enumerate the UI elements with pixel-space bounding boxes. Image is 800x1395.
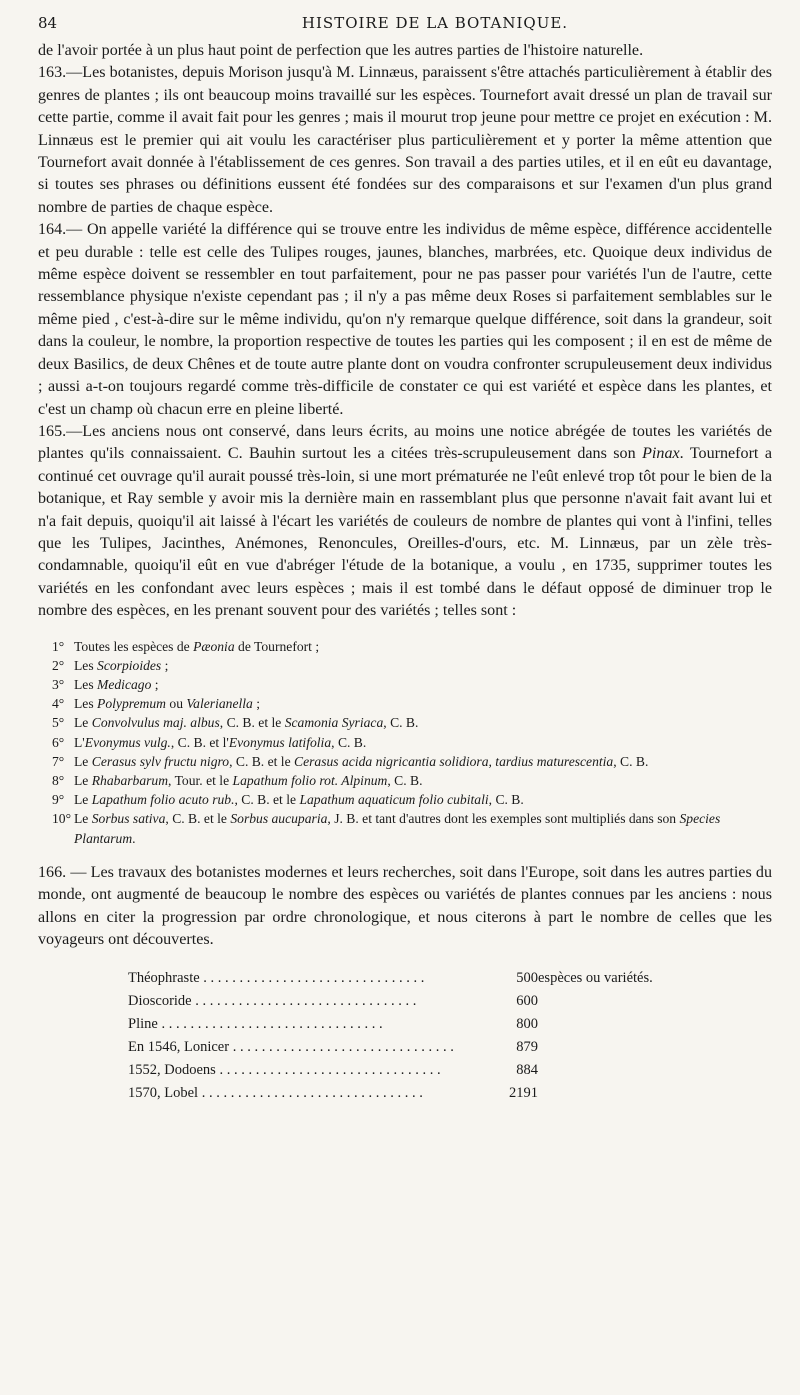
list-number: 10° — [52, 811, 72, 827]
list-text-b: , C. B. et le — [229, 753, 295, 769]
paragraph-165-part-a: 165.—Les anciens nous ont conservé, dans leurs écrits, au moins une notice abrégée de toutes les variétés de plantes qu'ils connaissaient. C. Bauhin surtout les a citées très-scrupuleusement dans son — [38, 422, 772, 463]
list-text-b: ou — [166, 696, 187, 712]
author-name: En 1546, Lonicer — [128, 1039, 230, 1056]
running-head: HISTOIRE DE LA BOTANIQUE. — [301, 14, 569, 32]
author-name: Dioscoride — [128, 993, 192, 1010]
list-text — [74, 790, 772, 809]
list-text-a: Les — [74, 676, 98, 692]
list-text-b: de Tournefort ; — [234, 638, 320, 654]
list-text — [74, 809, 772, 847]
list-number: 5° — [52, 715, 65, 731]
leader-dots — [200, 970, 425, 986]
count-unit — [538, 1059, 653, 1082]
list-text — [74, 637, 772, 656]
list-text-d: . — [132, 830, 136, 846]
table-row — [128, 990, 653, 1013]
list-latin-name: Rhabarbarum — [91, 772, 169, 788]
list-text — [74, 675, 772, 694]
list-text-c: , C. B. — [613, 753, 649, 769]
leader-dots — [198, 1085, 423, 1101]
list-item — [52, 694, 772, 713]
list-item — [52, 637, 772, 656]
list-text-c: , C. B. — [383, 715, 419, 731]
list-latin-name: Evonymus vulg. — [84, 734, 171, 750]
author-name: 1552, Dodoens — [128, 1062, 216, 1079]
paragraph-164: 164.— On appelle variété la différence qui se trouve entre les individus de même espèce, différence accidentelle et peu durable : telle est celle des Tulipes rouges, jaunes, blanches, marbrées, etc. Quoique deux individus de même espèce doivent se ressembler en tout parfaitement, pour ne pas passer pour variétés l'un de l'autre, cette ressemblance physique n'existe cependant pas ; il n'y a pas même deux Roses si parfaitement semblables sur le même pied , c'est-à-dire sur le même individu, qu'on n'y remarque quelque différence, soit dans la grandeur, soit dans la couleur, le nombre, la proportion respective de toutes les parties qui les composent ; il en est de même de deux Basilics, de deux Chênes et de toute autre plante dont on voudra confronter scrupuleusement deux individus ; aussi a-t-on toujours regardé comme très-difficile de constater ce qui est variété et espèce dans les plantes, et c'est un champ où chacun erre en pleine liberté. — [38, 221, 772, 418]
paragraph-165 — [38, 421, 772, 623]
list-text — [74, 694, 772, 713]
list-latin-name: Lapathum folio acuto rub. — [91, 792, 235, 808]
list-number: 2° — [52, 657, 65, 673]
author-cell — [128, 1082, 498, 1105]
author-name: Pline — [128, 1016, 158, 1033]
leader-dots — [229, 1039, 454, 1055]
list-latin-name-2: Lapathum folio rot. Alpinum — [232, 772, 388, 788]
author-cell — [128, 990, 498, 1013]
variety-list — [52, 637, 772, 848]
species-count: 879 — [516, 1039, 538, 1056]
list-item — [52, 713, 772, 732]
list-number: 4° — [52, 696, 65, 712]
list-text-b: , C. B. et le — [219, 715, 285, 731]
species-count: 500 — [516, 970, 538, 987]
table-row — [128, 1013, 653, 1036]
table-row — [128, 1059, 653, 1082]
list-item — [52, 733, 772, 752]
list-text-b: ; — [161, 657, 169, 673]
author-cell — [128, 1013, 498, 1036]
list-latin-name-2: Cerasus acida nigricantia solidiora, tardius maturescentia — [294, 753, 614, 769]
list-text-b: , C. B. et l' — [170, 734, 229, 750]
list-text — [74, 713, 772, 732]
list-latin-name-3: Species Plantarum — [74, 811, 721, 846]
species-count: 884 — [516, 1062, 538, 1079]
list-text-b: , C. B. et le — [165, 811, 231, 827]
count-unit — [538, 990, 653, 1013]
list-text-a: L' — [74, 734, 85, 750]
list-number: 3° — [52, 676, 65, 692]
list-text-c: , C. B. — [331, 734, 367, 750]
list-text-a: Les — [74, 696, 98, 712]
list-number: 8° — [52, 772, 65, 788]
list-text-b: , C. B. et le — [234, 792, 300, 808]
list-number: 7° — [52, 753, 65, 769]
author-cell — [128, 967, 498, 990]
body-text — [38, 40, 772, 623]
species-count: 2191 — [509, 1085, 538, 1102]
table-row — [128, 967, 653, 990]
list-text-b: , Tour. et le — [168, 772, 233, 788]
list-number: 9° — [52, 792, 65, 808]
author-name: 1570, Lobel — [128, 1085, 199, 1102]
count-unit — [538, 1036, 653, 1059]
list-text-a: Les — [74, 657, 98, 673]
list-latin-name-2: Valerianella — [186, 696, 253, 712]
page-number: 84 — [38, 14, 58, 32]
list-latin-name: Pæonia — [193, 638, 235, 654]
list-text-c: , J. B. et tant d'autres dont les exemples sont multipliés dans son — [327, 811, 680, 827]
list-text-a: Le — [74, 753, 92, 769]
list-latin-name-2: Sorbus aucuparia — [230, 811, 328, 827]
list-text — [74, 771, 772, 790]
list-item — [52, 771, 772, 790]
list-text-c: , C. B. — [387, 772, 423, 788]
list-item — [52, 809, 772, 847]
list-text — [74, 752, 772, 771]
list-latin-name: Cerasus sylv fructu nigro — [91, 753, 230, 769]
list-text-a: Le — [74, 792, 92, 808]
list-item — [52, 752, 772, 771]
body-text-2 — [38, 862, 772, 952]
list-text-a: Toutes les espèces de — [74, 638, 194, 654]
species-count: 600 — [516, 993, 538, 1010]
leader-dots — [216, 1062, 441, 1078]
list-latin-name: Convolvulus maj. albus — [91, 715, 220, 731]
count-unit — [538, 1082, 653, 1105]
list-latin-name: Sorbus sativa — [91, 811, 166, 827]
author-cell — [128, 1059, 498, 1082]
list-latin-name-2: Scamonia Syriaca — [284, 715, 384, 731]
list-text-a: Le — [74, 772, 92, 788]
paragraph-165-part-b: . Tournefort a continué cet ouvrage qu'il aurait poussé très-loin, si une mort prématurée ne l'eût enlevé trop tôt pour le bien de la botanique, et Ray semble y avoir mis la dernière main en rassemblant plus que personne n'avait fait avant lui et n'a fait depuis, quoiqu'il ait laissé à l'écart les variétés de couleurs de nombre de plantes qui vont à l'infini, telles que les Tulipes, Jacinthes, Anémones, Renoncules, Oreilles-d'ours, etc. M. Linnæus, par un zèle très-condamnable, quoiqu'il eût en vue d'abréger l'étude de la botanique, a voulu , en 1735, supprimer toutes les variétés en les confondant avec leurs espèces ; mais il est tombé dans le défaut opposé de diminuer trop le nombre des espèces, en les prenant souvent pour des variétés ; telles sont : — [38, 445, 772, 620]
list-text — [74, 656, 772, 675]
list-item — [52, 790, 772, 809]
pinax-title: Pinax — [642, 445, 680, 463]
paragraph-166: 166. — Les travaux des botanistes modernes et leurs recherches, soit dans l'Europe, soit dans les autres parties du monde, ont augmenté de beaucoup le nombre des espèces ou variétés de plantes connues par les anciens : nous allons en citer la progression par ordre chronologique, et nous citerons à part le nombre de celles que les voyageurs ont découvertes. — [38, 863, 772, 949]
table-row — [128, 1036, 653, 1059]
list-latin-name-2: Evonymus latifolia — [228, 734, 332, 750]
list-latin-name: Polypremum — [97, 696, 166, 712]
count-unit: espèces ou variétés. — [538, 970, 653, 987]
list-text-a: Le — [74, 811, 92, 827]
paragraph-163: 163.—Les botanistes, depuis Morison jusqu'à M. Linnæus, paraissent s'être attachés particulièrement à établir des genres de plantes ; ils ont beaucoup moins travaillé sur les espèces. Tournefort avait dressé un plan de travail sur cette partie, comme il avait fait pour les genres ; mais il mourut trop jeune pour mettre ce projet en exécution : M. Linnæus est le premier qui ait voulu les caractériser plus particulièrement et y porter la même attention que Tournefort avait donnée à l'établissement de ces genres. Son travail a des parties utiles, et il en eût eu davantage, si toutes ses phrases ou définitions eussent été fondées sur des comparaisons et sur l'examen d'un plus grand nombre de parties de chaque espèce. — [38, 64, 772, 216]
list-latin-name: Scorpioides — [97, 657, 162, 673]
author-name: Théophraste — [128, 970, 200, 987]
author-cell — [128, 1036, 498, 1059]
page-header — [38, 10, 772, 40]
list-text-b: ; — [151, 676, 159, 692]
list-latin-name: Medicago — [97, 676, 152, 692]
species-count: 800 — [516, 1016, 538, 1033]
leader-dots — [192, 993, 417, 1009]
list-number: 1° — [52, 638, 65, 654]
list-item — [52, 675, 772, 694]
list-text-a: Le — [74, 715, 92, 731]
species-count-table — [128, 967, 653, 1105]
list-text — [74, 733, 772, 752]
list-number: 6° — [52, 734, 65, 750]
list-text-c: ; — [252, 696, 261, 712]
leader-dots — [158, 1016, 383, 1032]
list-item — [52, 656, 772, 675]
count-unit — [538, 1013, 653, 1036]
table-row — [128, 1082, 653, 1105]
list-latin-name-2: Lapathum aquaticum folio cubitali — [299, 792, 489, 808]
paragraph-continuation: de l'avoir portée à un plus haut point de perfection que les autres parties de l'histoire naturelle. — [38, 42, 644, 59]
list-text-c: , C. B. — [488, 792, 524, 808]
